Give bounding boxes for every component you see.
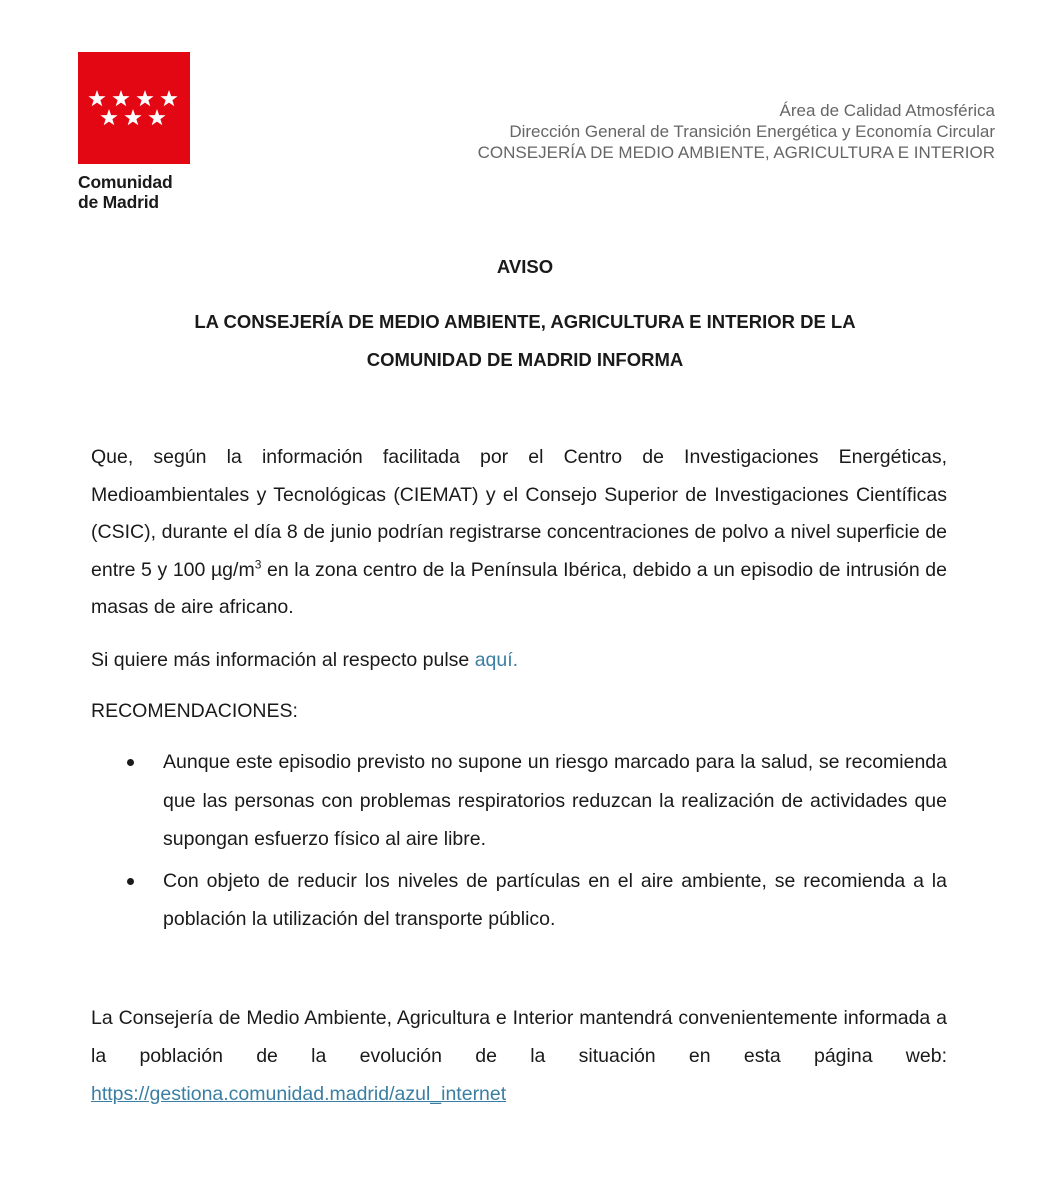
main-paragraph (91, 439, 947, 627)
list-item (91, 743, 947, 859)
superscript-three: 3 (254, 557, 262, 571)
more-info-paragraph (91, 645, 947, 675)
more-info-link[interactable]: aquí. (474, 649, 519, 671)
closing-paragraph (91, 999, 947, 1113)
notice-heading-line-1: LA CONSEJERÍA DE MEDIO AMBIENTE, AGRICULTURA E INTERIOR DE LA (194, 311, 856, 332)
header-line-area: Área de Calidad Atmosférica (779, 101, 995, 120)
recommendation-text: Con objeto de reducir los niveles de partículas en el aire ambiente, se recomienda a la población la utilización del transporte público. (163, 869, 947, 930)
recommendations-heading: RECOMENDACIONES: (91, 700, 298, 722)
madrid-flag-stars-icon (78, 52, 190, 164)
logo-line-2: de Madrid (78, 192, 159, 212)
bullet-icon (127, 759, 134, 766)
main-paragraph-text-a: Que, según la información facilitada por el Centro de Investigaciones Energéticas, Medioambientales y Tecnológicas (CIEMAT) y el Consejo Superior de Investigaciones Científicas (CSIC), durante el día 8 de junio podrían registrarse concentraciones de polvo a nivel superficie de entre 5 y 100 µg/m (91, 446, 947, 581)
recommendations-list (91, 743, 947, 942)
stars-icon (78, 52, 190, 164)
department-header (478, 100, 995, 163)
more-info-text: Si quiere más información al respecto pulse (91, 649, 475, 671)
notice-heading (0, 303, 1050, 379)
list-item (91, 862, 947, 939)
header-line-direction: Dirección General de Transición Energética y Economía Circular (509, 122, 995, 141)
logo-text (78, 172, 192, 212)
logo-line-1: Comunidad (78, 172, 173, 192)
recommendation-text: Aunque este episodio previsto no supone un riesgo marcado para la salud, se recomienda que las personas con problemas respiratorios reduzcan la realización de actividades que supongan esfuerzo físico al aire libre. (163, 751, 947, 850)
comunidad-de-madrid-logo (78, 52, 192, 212)
notice-title: AVISO (496, 256, 554, 277)
website-link[interactable]: https://gestiona.comunidad.madrid/azul_internet (91, 1083, 507, 1105)
closing-text: La Consejería de Medio Ambiente, Agricultura e Interior mantendrá convenientemente informada a la población de la evolución de la situación en esta página web: (91, 1007, 947, 1067)
notice-heading-line-2: COMUNIDAD DE MADRID INFORMA (366, 349, 684, 370)
bullet-icon (127, 878, 134, 885)
header-line-ministry: CONSEJERÍA DE MEDIO AMBIENTE, AGRICULTURA E INTERIOR (477, 143, 995, 162)
main-paragraph-text-b: en la zona centro de la Península Ibérica, debido a un episodio de intrusión de masas de aire africano. (91, 558, 947, 618)
